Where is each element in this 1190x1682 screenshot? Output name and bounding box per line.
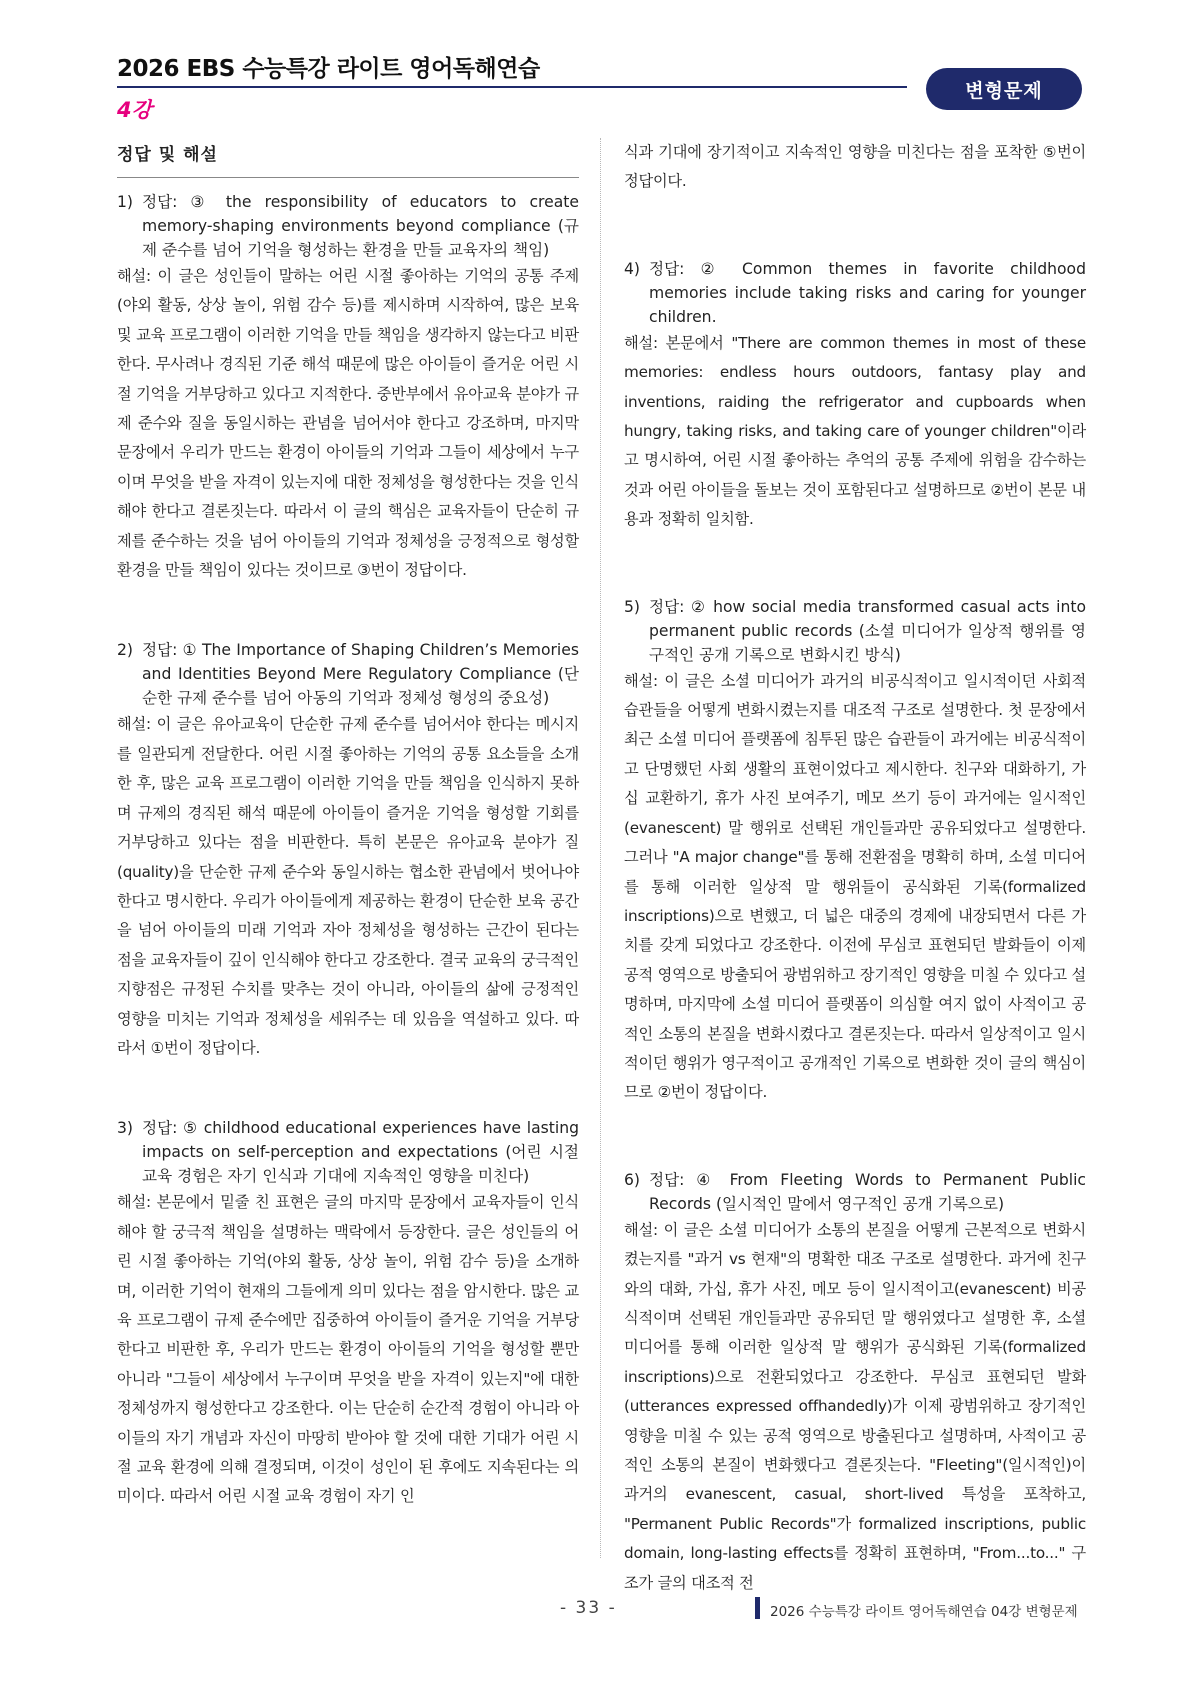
explanation-text: 해설: 이 글은 성인들이 말하는 어린 시절 좋아하는 기억의 공통 주제(야외 활동, 상상 놀이, 위험 감수 등)를 제시하며 시작하여, 많은 보육 및 교육 프로그램이 이러한 기억을 만들 책임을 생각하지 않는다고 비판한다. 무사려나 경직된 기준 해석 때문에 많은 아이들이 즐거운 어린 시절 기억을 거부당하고 있다고 지적한다. 중반부에서 유아교육 분야가 규제 준수와 질을 동일시하는 관념을 넘어서야 한다고 강조하며, 마지막 문장에서 우리가 만드는 환경이 아이들의 기억과 그들이 세상에서 누구이며 무엇을 받을 자격이 있는지에 대한 정체성을 형성한다는 것을 인식해야 한다고 결론짓는다. 따라서 이 글의 핵심은 교육자들이 단순히 규제를 준수하는 것을 넘어 아이들의 기억과 정체성을 긍정적으로 형성할 환경을 만들 책임이 있다는 것이므로 ③번이 정답이다. — [117, 267, 579, 580]
answer-block-1 — [117, 190, 579, 585]
answer-text: 정답: ③ the responsibility of educators to create memory-shaping environments beyond compliance (규제 준수를 넘어 기억을 형성하는 환경을 만들 교육자의 책임) — [142, 193, 579, 259]
answer-block-3 — [117, 1116, 579, 1511]
question-number: 6) — [624, 1170, 641, 1189]
explanation-text: 해설: 이 글은 유아교육이 단순한 규제 준수를 넘어서야 한다는 메시지를 일관되게 전달한다. 어린 시절 좋아하는 기억의 공통 요소들을 소개한 후, 많은 교육 프로그램이 이러한 기억을 만들 책임을 인식하지 못하며 규제의 경직된 해석 때문에 아이들이 즐거운 기억을 형성할 기회를 거부당하고 있다는 점을 비판한다. 특히 본문은 유아교육 분야가 질(quality)을 단순한 규제 준수와 동일시하는 협소한 관념에서 벗어나야 한다고 명시한다. 우리가 아이들에게 제공하는 환경이 단순한 보육 공간을 넘어 아이들의 미래 기억과 자아 정체성을 형성하는 근간이 된다는 점을 교육자들이 깊이 인식해야 한다고 강조한다. 결국 교육의 궁극적인 지향점은 규정된 수치를 맞추는 것이 아니라, 아이들의 삶에 긍정적인 영향을 미치는 기억과 정체성을 세워주는 데 있음을 역설하고 있다. 따라서 ①번이 정답이다. — [117, 715, 579, 1057]
explanation-text: 해설: 본문에서 "There are common themes in most of these memories: endless hours outdoors, fantasy play and inventions, raiding the refrigerator and cupboards when hungry, taking risks, and taking care of younger children"이라고 명시하여, 어린 시절 좋아하는 추억의 공통 주제에 위험을 감수하는 것과 어린 아이들을 돌보는 것이 포함된다고 설명하므로 ②번이 본문 내용과 정확히 일치함. — [624, 333, 1086, 529]
question-number: 2) — [117, 641, 134, 660]
answer-block-2 — [117, 638, 579, 1063]
section-rule — [117, 177, 579, 178]
question-number: 4) — [624, 259, 641, 278]
answer-text: 정답: ① The Importance of Shaping Children’s Memories and Identities Beyond Mere Regulatory Compliance (단순한 규제 준수를 넘어 아동의 기억과 정체성 형성의 중요성) — [142, 641, 579, 708]
variant-badge: 변형문제 — [926, 68, 1082, 110]
question-number: 3) — [117, 1119, 134, 1138]
header-title: 2026 EBS 수능특강 라이트 영어독해연습 — [117, 56, 540, 82]
answer-text: 정답: ④ From Fleeting Words to Permanent Public Records (일시적인 말에서 영구적인 공개 기록으로) — [649, 1170, 1086, 1213]
answer-block-4 — [624, 257, 1086, 535]
explanation-text: 해설: 이 글은 소셜 미디어가 과거의 비공식적이고 일시적이던 사회적 습관들을 어떻게 변화시켰는지를 대조적 구조로 설명한다. 첫 문장에서 최근 소셜 미디어 플랫폼에 침투된 많은 습관들이 과거에는 비공식적이고 단명했던 사회 생활의 표현이었다고 제시한다. 친구와 대화하기, 가십 교환하기, 휴가 사진 보여주기, 메모 쓰기 등이 과거에는 일시적인(evanescent) 말 행위로 선택된 개인들과만 공유되었다고 설명한다. 그러나 "A major change"를 통해 전환점을 명확히 하며, 소셜 미디어를 통해 이러한 일상적 말 행위들이 공식화된 기록(formalized inscriptions)으로 변했고, 더 넓은 대중의 경제에 내장되면서 다른 가치를 갖게 되었다고 강조한다. 이전에 무심코 표현되던 발화들이 이제 공적 영역으로 방출되어 광범위하고 장기적인 영향을 미칠 수 있다고 설명하며, 마지막에 소셜 미디어 플랫폼이 의심할 여지 없이 사적이고 공적인 소통의 본질을 변화시켰다고 결론짓는다. 따라서 일상적이고 일시적이던 행위가 영구적이고 공개적인 기록으로 변화한 것이 글의 핵심이므로 ②번이 정답이다. — [624, 671, 1086, 1102]
answer-block-6 — [624, 1168, 1086, 1598]
answer-block-5 — [624, 595, 1086, 1108]
answer-line — [624, 595, 1086, 667]
chapter-label: 4강 — [117, 98, 152, 122]
answer-text: 정답: ⑤ childhood educational experiences have lasting impacts on self-perception and expectations (어린 시절 교육 경험은 자기 인식과 기대에 지속적인 영향을 미친다) — [142, 1119, 579, 1186]
column-divider — [600, 138, 601, 1558]
question-number: 1) — [117, 193, 134, 211]
right-column — [624, 138, 1086, 1598]
section-title: 정답 및 해설 — [117, 145, 218, 165]
explanation-continuation: 식과 기대에 장기적이고 지속적인 영향을 미친다는 점을 포착한 ⑤번이 정답이다. — [624, 143, 1086, 191]
answer-line — [117, 1116, 579, 1188]
answer-line — [624, 257, 1086, 329]
answer-line — [117, 190, 579, 262]
explanation-text: 해설: 이 글은 소셜 미디어가 소통의 본질을 어떻게 근본적으로 변화시켰는지를 "과거 vs 현재"의 명확한 대조 구조로 설명한다. 과거에 친구와의 대화, 가십, 휴가 사진, 메모 등이 일시적이고(evanescent) 비공식적이며 선택된 개인들과만 공유되던 말 행위였다고 설명한 후, 소셜 미디어를 통해 이러한 일상적 말 행위가 공식화된 기록(formalized inscriptions)으로 전환되었다고 강조한다. 무심코 표현되던 발화(utterances expressed offhandedly)가 이제 광범위하고 장기적인 영향을 미칠 수 있는 공적 영역으로 방출된다고 설명하며, 사적이고 공적인 소통의 본질이 변화했다고 결론짓는다. "Fleeting"(일시적인)이 과거의 evanescent, casual, short-lived 특성을 포착하고, "Permanent Public Records"가 formalized inscriptions, public domain, long-lasting effects를 정확히 표현하며, "From...to..." 구조가 글의 대조적 전 — [624, 1220, 1086, 1592]
header-rule — [117, 86, 907, 88]
question-number: 5) — [624, 597, 641, 616]
answer-text: 정답: ② Common themes in favorite childhood memories include taking risks and caring for younger children. — [649, 259, 1086, 326]
left-column — [117, 140, 579, 1512]
answer-text: 정답: ② how social media transformed casual acts into permanent public records (소셜 미디어가 일상적 행위를 영구적인 공개 기록으로 변화시킨 방식) — [649, 597, 1086, 664]
page-number: - 33 - — [560, 1598, 617, 1618]
footer-label: 2026 수능특강 라이트 영어독해연습 04강 변형문제 — [770, 1604, 1078, 1620]
answer-line — [117, 638, 579, 710]
answer-line — [624, 1168, 1086, 1216]
explanation-text: 해설: 본문에서 밑줄 친 표현은 글의 마지막 문장에서 교육자들이 인식해야 할 궁극적 책임을 설명하는 맥락에서 등장한다. 글은 성인들의 어린 시절 좋아하는 기억(야외 활동, 상상 놀이, 위험 감수 등)을 소개하며, 이러한 기억이 현재의 그들에게 의미 있다는 점을 암시한다. 많은 교육 프로그램이 규제 준수에만 집중하여 아이들이 즐거운 기억을 거부당한다고 비판한 후, 우리가 만드는 환경이 아이들의 기억을 형성할 뿐만 아니라 "그들이 세상에서 누구이며 무엇을 받을 자격이 있는지"에 대한 정체성까지 형성한다고 강조한다. 이는 단순히 순간적 경험이 아니라 아이들의 자기 개념과 자신이 마땅히 받아야 할 것에 대한 기대가 어린 시절 교육 환경에 의해 결정되며, 이것이 성인이 된 후에도 지속된다는 의미이다. 따라서 어린 시절 교육 경험이 자기 인 — [117, 1193, 579, 1506]
footer-accent-bar — [755, 1597, 760, 1619]
